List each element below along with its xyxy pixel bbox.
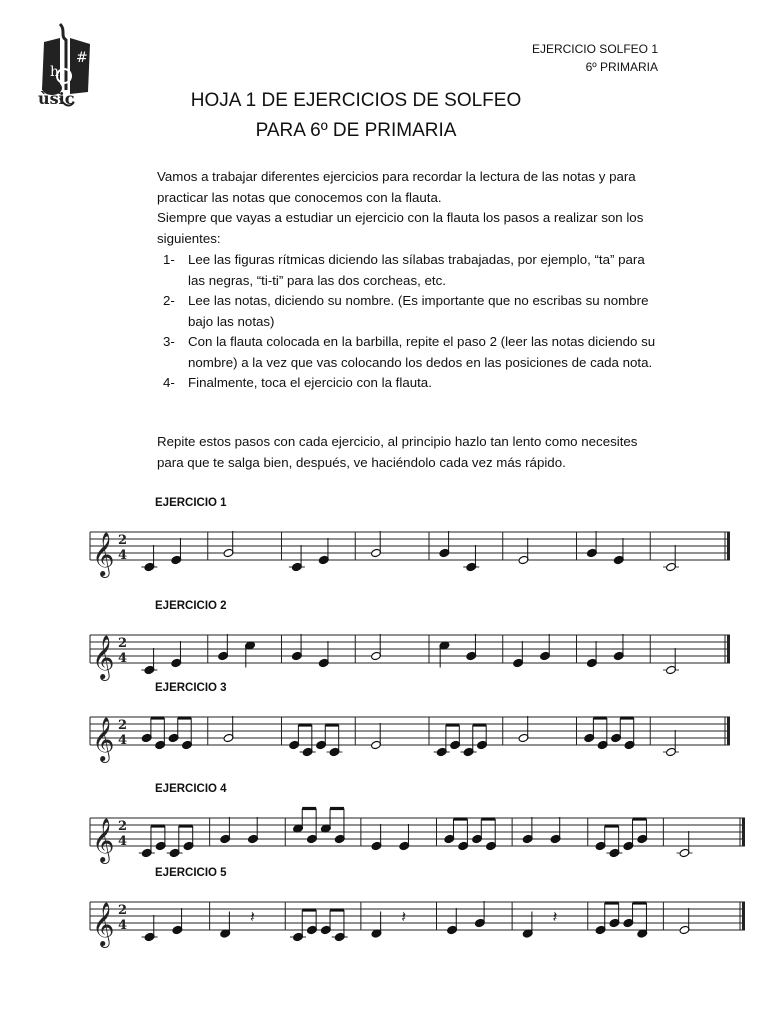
list-item [163, 291, 663, 332]
music-staff [88, 703, 738, 763]
time-signature-top: 2 [118, 533, 128, 548]
quarter-rest-icon: 𝄽 [401, 907, 407, 926]
exercise-label: EJERCICIO 1 [155, 497, 227, 509]
treble-clef-icon: 𝄞 [92, 532, 115, 576]
header-title: EJERCICIO SOLFEO 1 [531, 42, 658, 56]
step-number: 2- [163, 293, 175, 308]
step-number: 3- [163, 334, 175, 349]
intro-paragraph-2: Siempre que vayas a estudiar un ejercicio con la flauta los pasos a realizar son los siguientes: [157, 210, 644, 246]
exercise-label: EJERCICIO 4 [155, 783, 227, 795]
quarter-rest-icon: 𝄽 [552, 907, 558, 926]
time-signature-bottom: 4 [118, 918, 128, 933]
time-signature-top: 2 [118, 636, 128, 651]
step-text: Lee las notas, diciendo su nombre. (Es importante que no escribas su nombre bajo las notas) [188, 293, 649, 329]
svg-text:ùsic: ùsic [38, 89, 75, 108]
page-subtitle: PARA 6º DE PRIMARIA [255, 120, 457, 141]
repeat-paragraph: Repite estos pasos con cada ejercicio, al principio hazlo tan lento como necesites para que te salga bien, después, ve haciéndolo cada vez más rápido. [157, 434, 638, 470]
svg-text:h: h [50, 64, 60, 80]
music-staff [88, 621, 738, 681]
treble-clef-icon: 𝄞 [92, 717, 115, 761]
time-signature-bottom: 4 [118, 651, 128, 666]
list-item [163, 332, 663, 373]
time-signature-bottom: 4 [118, 834, 128, 849]
time-signature-top: 2 [118, 903, 128, 918]
intro-paragraph-1: Vamos a trabajar diferentes ejercicios para recordar la lectura de las notas y para practicar las notas que conocemos con la flauta. [157, 169, 636, 205]
treble-clef-icon: 𝄞 [92, 635, 115, 679]
step-number: 4- [163, 375, 175, 390]
exercise-label: EJERCICIO 2 [155, 600, 227, 612]
list-item [163, 373, 663, 394]
treble-clef-icon: 𝄞 [92, 818, 115, 862]
time-signature-bottom: 4 [118, 733, 128, 748]
svg-text:#: # [76, 50, 88, 66]
list-item [163, 250, 663, 291]
quarter-rest-icon: 𝄽 [250, 907, 255, 926]
intro-text [110, 167, 650, 249]
page-title: HOJA 1 DE EJERCICIOS DE SOLFEO [190, 90, 522, 111]
header-grade: 6º PRIMARIA [585, 60, 658, 74]
step-number: 1- [163, 252, 175, 267]
time-signature-bottom: 4 [118, 548, 128, 563]
time-signature-top: 2 [118, 819, 128, 834]
step-text: Con la flauta colocada en la barbilla, repite el paso 2 (leer las notas diciendo su nombre) a la vez que vas colocando los dedos en las posiciones de cada nota. [188, 334, 656, 370]
step-text: Lee las figuras rítmicas diciendo las sílabas trabajadas, por ejemplo, “ta” para las negras, “ti-ti” para las dos corcheas, etc. [188, 252, 645, 288]
music-staff [88, 518, 738, 578]
exercise-label: EJERCICIO 5 [155, 867, 227, 879]
exercise-label: EJERCICIO 3 [155, 682, 227, 694]
repeat-text [110, 432, 650, 473]
treble-clef-icon: 𝄞 [92, 902, 115, 946]
steps-list [163, 250, 663, 394]
music-staff [88, 804, 753, 864]
step-text: Finalmente, toca el ejercicio con la flauta. [188, 375, 432, 390]
time-signature-top: 2 [118, 718, 128, 733]
music-staff [88, 888, 753, 948]
